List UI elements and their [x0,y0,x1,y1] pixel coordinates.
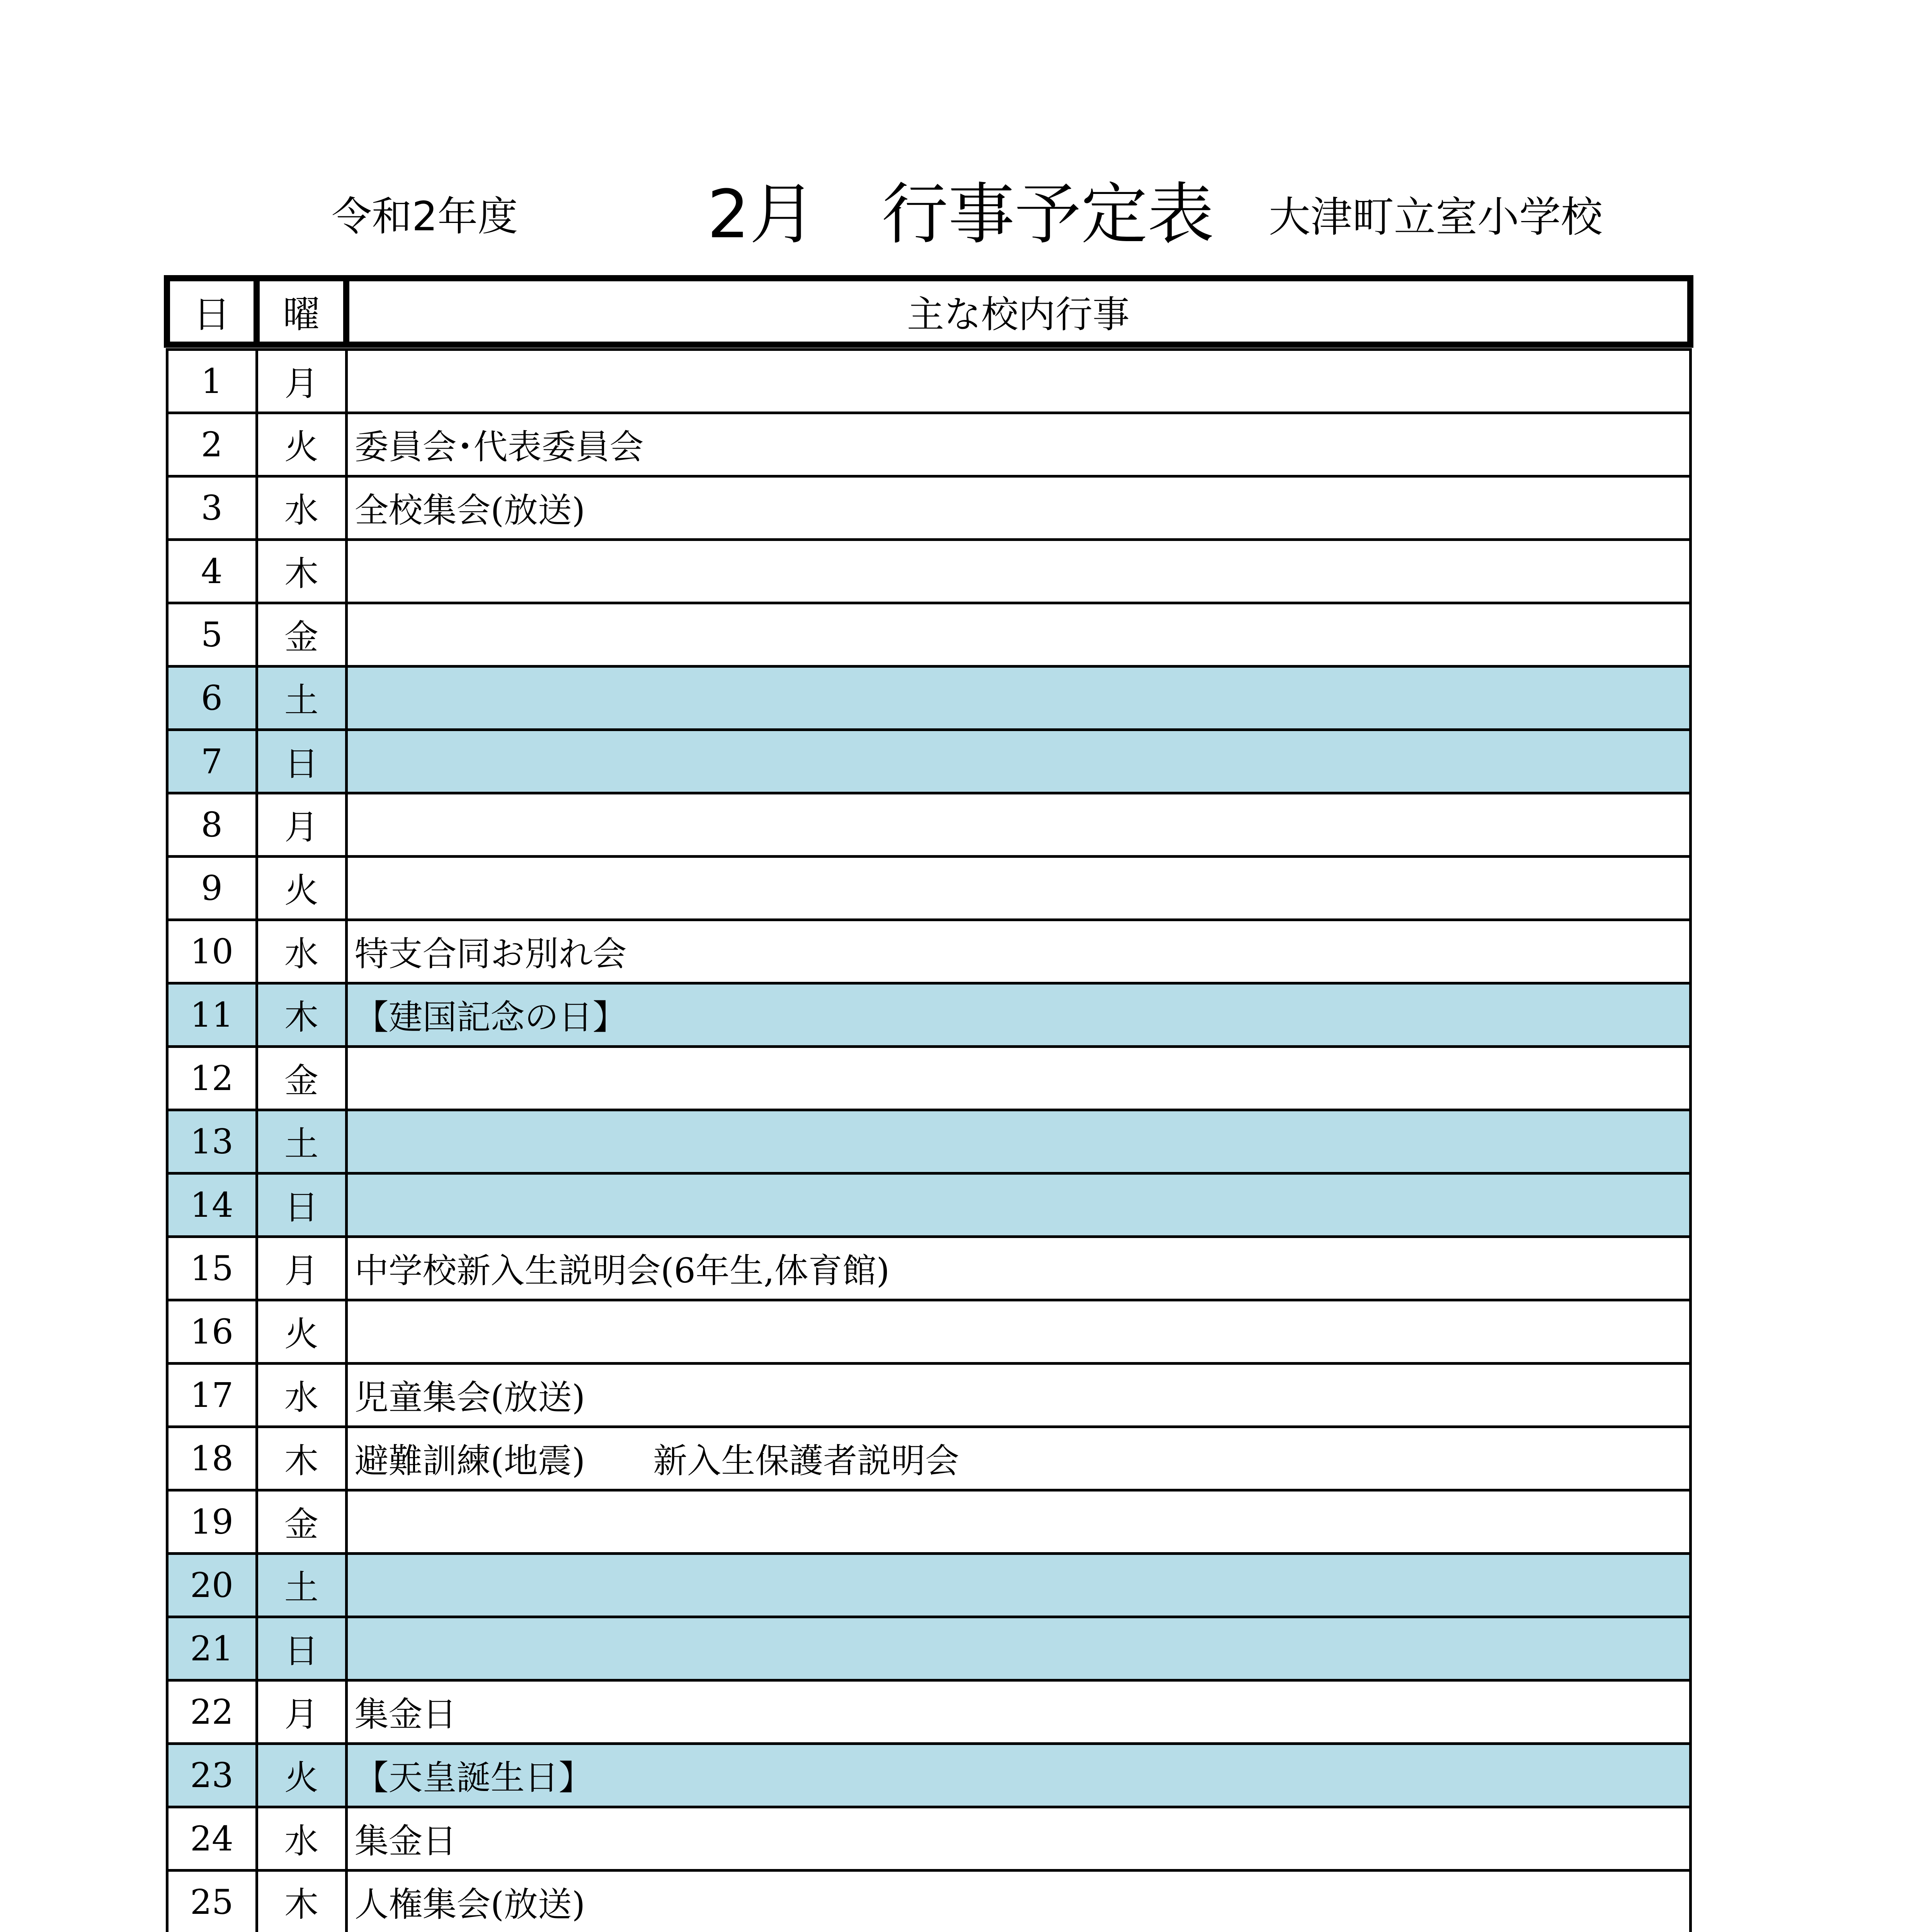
weekday-cell: 月 [257,1680,346,1743]
column-header-events: 主な校内行事 [346,278,1690,345]
weekday-cell: 土 [257,1110,346,1173]
table-row [167,1490,1690,1553]
weekday-cell: 木 [257,1870,346,1932]
weekday-cell: 火 [257,856,346,920]
event-cell [346,1173,1690,1236]
page-title [707,176,1214,253]
table-row [167,1743,1690,1807]
event-cell [346,1490,1690,1553]
day-cell: 15 [167,1236,257,1300]
header-gap [167,345,1690,349]
table-row [167,1236,1690,1300]
weekday-cell: 木 [257,539,346,603]
day-cell: 22 [167,1680,257,1743]
weekday-cell: 土 [257,666,346,730]
weekday-cell: 金 [257,1490,346,1553]
event-cell: 特支合同お別れ会 [346,920,1690,983]
table-row [167,666,1690,730]
column-header-weekday: 曜 [257,278,346,345]
weekday-cell: 水 [257,1363,346,1427]
schedule-body [167,345,1690,1932]
event-cell [346,603,1690,666]
weekday-cell: 木 [257,1427,346,1490]
day-cell: 4 [167,539,257,603]
day-cell: 11 [167,983,257,1046]
day-cell: 23 [167,1743,257,1807]
weekday-cell: 日 [257,1617,346,1680]
table-row [167,983,1690,1046]
table-row [167,1680,1690,1743]
day-cell: 25 [167,1870,257,1932]
day-cell: 5 [167,603,257,666]
table-row [167,1553,1690,1617]
day-cell: 9 [167,856,257,920]
weekday-cell: 日 [257,1173,346,1236]
event-cell: 中学校新入生説明会(6年生,体育館) [346,1236,1690,1300]
day-cell: 21 [167,1617,257,1680]
event-cell: 児童集会(放送) [346,1363,1690,1427]
table-row [167,476,1690,539]
schedule-title: 行事予定表 [881,175,1214,253]
day-cell: 1 [167,349,257,413]
event-cell [346,539,1690,603]
weekday-cell: 土 [257,1553,346,1617]
table-row [167,539,1690,603]
table-row [167,730,1690,793]
fiscal-year-label: 令和2年度 [332,193,518,240]
table-row [167,1110,1690,1173]
weekday-cell: 水 [257,476,346,539]
event-cell [346,856,1690,920]
event-cell [346,1300,1690,1363]
day-cell: 13 [167,1110,257,1173]
day-cell: 6 [167,666,257,730]
event-cell: 人権集会(放送) [346,1870,1690,1932]
weekday-cell: 水 [257,920,346,983]
event-cell: 避難訓練(地震) 新入生保護者説明会 [346,1427,1690,1490]
table-row [167,413,1690,476]
month-label: 2月 [707,175,816,253]
table-row [167,1807,1690,1870]
event-cell [346,666,1690,730]
event-cell [346,1046,1690,1110]
day-cell: 16 [167,1300,257,1363]
table-row [167,1173,1690,1236]
column-header-day: 日 [167,278,257,345]
event-cell [346,1553,1690,1617]
day-cell: 12 [167,1046,257,1110]
weekday-cell: 金 [257,603,346,666]
schedule-table [164,275,1693,1932]
table-row [167,1363,1690,1427]
table-row [167,603,1690,666]
day-cell: 24 [167,1807,257,1870]
weekday-cell: 火 [257,1300,346,1363]
table-row [167,1617,1690,1680]
weekday-cell: 水 [257,1807,346,1870]
table-row [167,1427,1690,1490]
table-header-row [167,278,1690,345]
day-cell: 2 [167,413,257,476]
day-cell: 10 [167,920,257,983]
weekday-cell: 火 [257,1743,346,1807]
event-cell: 【建国記念の日】 [346,983,1690,1046]
table-row [167,1046,1690,1110]
table-row [167,793,1690,856]
table-row [167,920,1690,983]
weekday-cell: 火 [257,413,346,476]
weekday-cell: 木 [257,983,346,1046]
day-cell: 7 [167,730,257,793]
day-cell: 3 [167,476,257,539]
table-row [167,1300,1690,1363]
event-cell [346,1617,1690,1680]
day-cell: 18 [167,1427,257,1490]
table-row [167,856,1690,920]
event-cell [346,1110,1690,1173]
weekday-cell: 月 [257,349,346,413]
event-cell: 集金日 [346,1807,1690,1870]
event-cell: 【天皇誕生日】 [346,1743,1690,1807]
table-row [167,349,1690,413]
event-cell: 集金日 [346,1680,1690,1743]
weekday-cell: 月 [257,793,346,856]
day-cell: 8 [167,793,257,856]
weekday-cell: 日 [257,730,346,793]
event-cell: 委員会･代表委員会 [346,413,1690,476]
school-name: 大津町立室小学校 [1269,193,1603,242]
weekday-cell: 金 [257,1046,346,1110]
event-cell [346,349,1690,413]
day-cell: 19 [167,1490,257,1553]
event-cell [346,793,1690,856]
table-row [167,1870,1690,1932]
weekday-cell: 月 [257,1236,346,1300]
day-cell: 17 [167,1363,257,1427]
event-cell: 全校集会(放送) [346,476,1690,539]
day-cell: 20 [167,1553,257,1617]
day-cell: 14 [167,1173,257,1236]
event-cell [346,730,1690,793]
